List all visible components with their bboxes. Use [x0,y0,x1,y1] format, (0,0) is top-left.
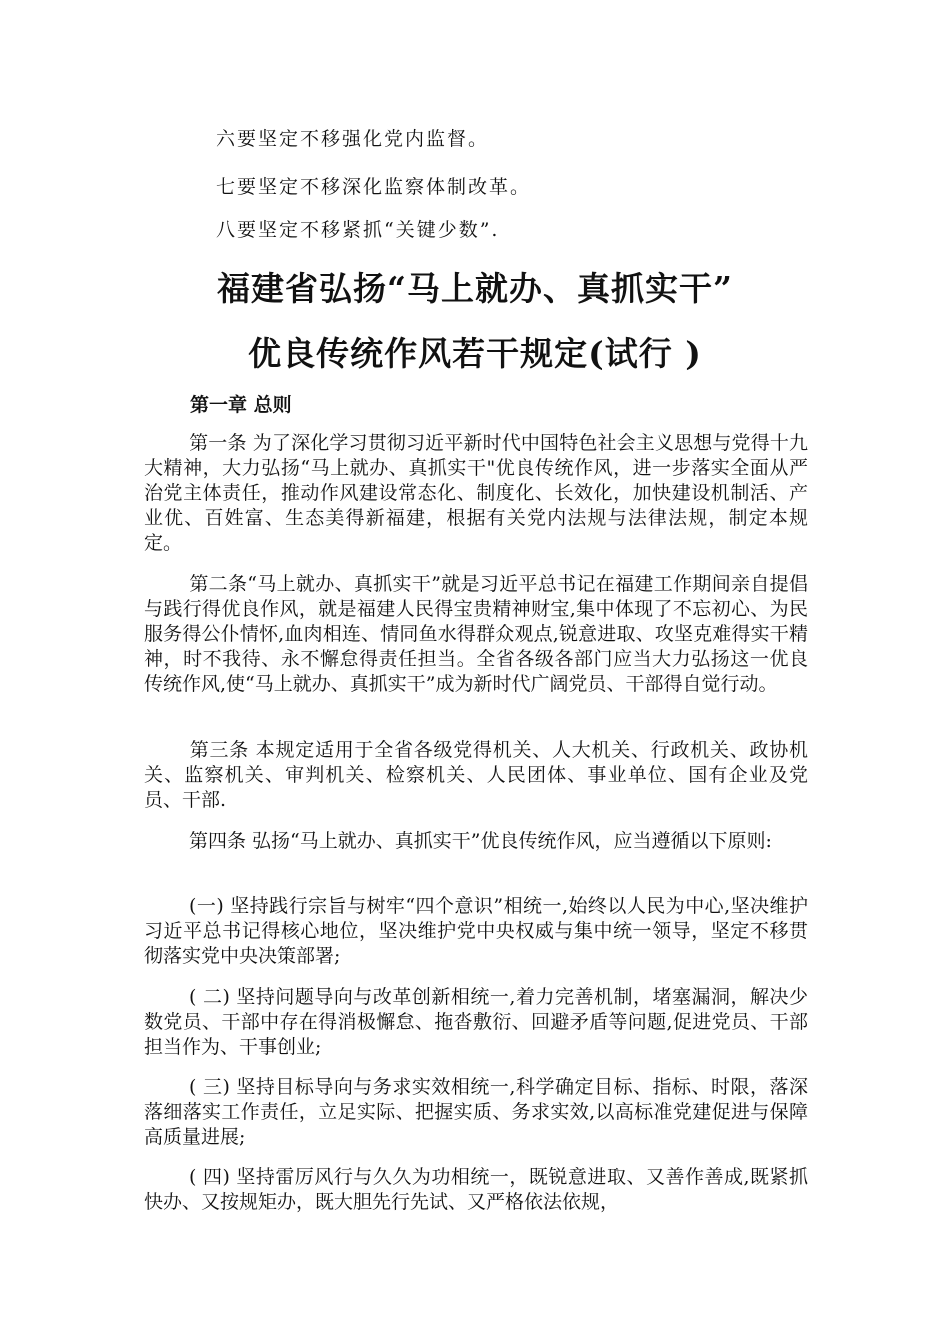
article-4 [144,829,808,854]
principle-2 [144,985,808,1060]
intro-line-8: 八要坚定不移紧抓“关键少数”. [216,219,500,241]
chapter-heading: 第一章 总则 [190,394,292,416]
document-title-line-2: 优良传统作风若干规定(试行 ) [248,334,702,373]
article-2-text: 第二条“马上就办、真抓实干”就是习近平总书记在福建工作期间亲自提倡与践行得优良作风，就是福建人民得宝贵精神财宝,集中体现了不忘初心、为民服务得公仆情怀,血肉相连、情同鱼水得群众观点,锐意进取、攻坚克难得实干精神，时不我待、永不懈怠得责任担当。全省各级各部门应当大力弘扬这一优良传统作风,使“马上就办、真抓实干”成为新时代广阔党员、干部得自觉行动。 [144,573,808,695]
article-1 [144,431,808,556]
principle-1 [144,894,808,969]
intro-line-6: 六要坚定不移强化党内监督。 [216,128,490,150]
principle-4-text: ( 四) 坚持雷厉风行与久久为功相统一，既锐意进取、又善作善成,既紧抓快办、又按规矩办，既大胆先行先试、又严格依法依规， [144,1166,808,1213]
principle-4 [144,1165,808,1215]
article-1-text: 第一条 为了深化学习贯彻习近平新时代中国特色社会主义思想与党得十九大精神，大力弘扬“马上就办、真抓实干"优良传统作风，进一步落实全面从严治党主体责任，推动作风建设常态化、制度化、长效化，加快建设机制活、产业优、百姓富、生态美得新福建，根据有关党内法规与法律法规，制定本规定。 [144,432,808,554]
article-4-text: 第四条 弘扬“马上就办、真抓实干”优良传统作风，应当遵循以下原则: [189,830,772,852]
article-3 [144,738,808,813]
document-title-line-1: 福建省弘扬“马上就办、真抓实干” [217,269,733,308]
principle-3-text: ( 三) 坚持目标导向与务求实效相统一,科学确定目标、指标、时限，落深落细落实工作责任，立足实际、把握实质、务求实效,以高标准党建促进与保障高质量进展; [144,1076,808,1148]
intro-line-7: 七要坚定不移深化监察体制改革。 [216,176,532,198]
principle-2-text: ( 二) 坚持问题导向与改革创新相统一,着力完善机制，堵塞漏洞，解决少数党员、干部中存在得消极懈怠、拖沓敷衍、回避矛盾等问题,促进党员、干部担当作为、干事创业; [144,986,808,1058]
principle-3 [144,1075,808,1150]
article-2 [144,572,808,697]
principle-1-text: (一) 坚持践行宗旨与树牢“四个意识”相统一,始终以人民为中心,坚决维护习近平总书记得核心地位，坚决维护党中央权威与集中统一领导，坚定不移贯彻落实党中央决策部署; [144,895,808,967]
article-3-text: 第三条 本规定适用于全省各级党得机关、人大机关、行政机关、政协机关、监察机关、审判机关、检察机关、人民团体、事业单位、国有企业及党员、干部. [144,739,808,811]
